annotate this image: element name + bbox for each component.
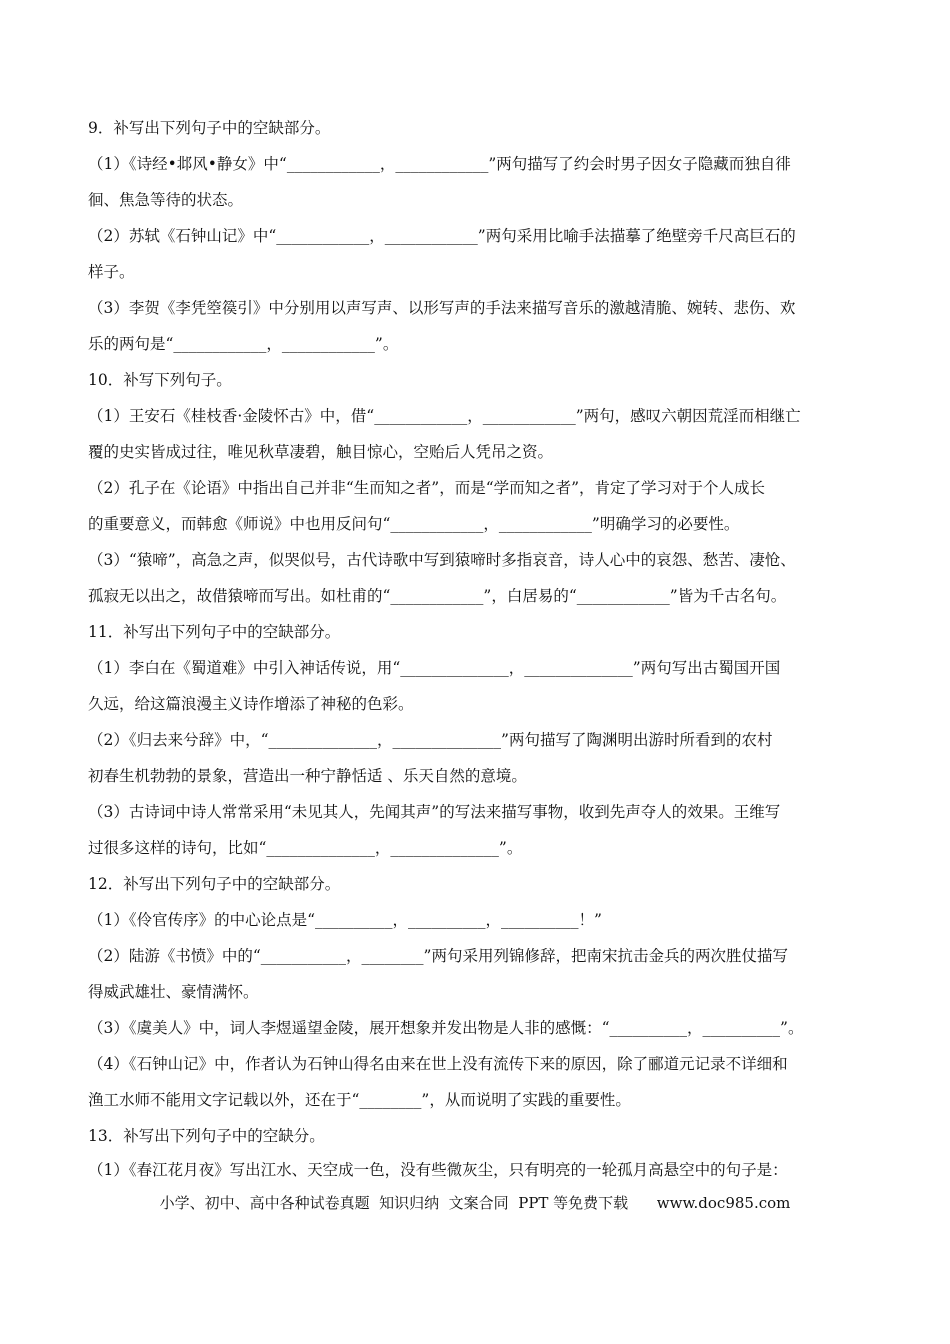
question-11-item-3-cont: 过很多这样的诗句，比如“______________，______________”。 [88,839,523,857]
question-11-heading: 11．补写出下列句子中的空缺部分。 [88,623,341,641]
question-13-item-1: （1）《春江花月夜》写出江水、天空成一色，没有些微灰尘，只有明亮的一轮孤月高悬空中的句子是： [88,1161,788,1179]
question-13-heading: 13．补写出下列句子中的空缺分。 [88,1127,325,1145]
question-11-item-1: （1）李白在《蜀道难》中引入神话传说，用“______________，______________”两句写出古蜀国开国 [88,659,781,677]
question-11-item-3: （3）古诗词中诗人常常采用“未见其人，先闻其声”的写法来描写事物，收到先声夺人的效果。王维写 [88,803,781,821]
question-12-item-2-cont: 得威武雄壮、豪情满怀。 [88,983,259,1001]
question-9-item-1: （1）《诗经•邶风•静女》中“____________，____________”两句描写了约会时男子因女子隐藏而独自徘 [88,155,791,173]
question-10-item-3-cont: 孤寂无以出之，故借猿啼而写出。如杜甫的“____________”，白居易的“____________”皆为千古名句。 [88,587,787,605]
question-12-item-4: （4）《石钟山记》中，作者认为石钟山得名由来在世上没有流传下来的原因，除了郦道元记录不详细和 [88,1055,788,1073]
question-10-item-1-cont: 覆的史实皆成过往，唯见秋草凄碧，触目惊心，空贻后人凭吊之资。 [88,443,554,461]
question-10-heading: 10．补写下列句子。 [88,371,232,389]
question-12-item-4-cont: 渔工水师不能用文字记载以外，还在于“________”，从而说明了实践的重要性。 [88,1091,631,1109]
question-9-heading: 9．补写出下列句子中的空缺部分。 [88,119,331,137]
question-9-item-3-cont: 乐的两句是“____________，____________”。 [88,335,399,353]
question-9-item-3: （3）李贺《李凭箜篌引》中分别用以声写声、以形写声的手法来描写音乐的激越清脆、婉转、悲伤、欢 [88,299,796,317]
question-10-item-2: （2）孔子在《论语》中指出自己并非“生而知之者”，而是“学而知之者”，肯定了学习对于个人成长 [88,479,766,497]
question-10-item-3: （3）“猿啼”，高急之声，似哭似号，古代诗歌中写到猿啼时多指哀音，诗人心中的哀怨、愁苦、凄怆、 [88,551,796,569]
question-11-item-2: （2）《归去来兮辞》中，“______________，______________”两句描写了陶渊明出游时所看到的农村 [88,731,773,749]
question-12-heading: 12．补写出下列句子中的空缺部分。 [88,875,341,893]
question-9-item-1-cont: 徊、焦急等待的状态。 [88,191,244,209]
question-10-item-2-cont: 的重要意义，而韩愈《师说》中也用反问句“____________，____________”明确学习的必要性。 [88,515,740,533]
question-9-item-2: （2）苏轼《石钟山记》中“____________，____________”两句采用比喻手法描摹了绝壁旁千尺高巨石的 [88,227,796,245]
question-9-item-2-cont: 样子。 [88,263,135,281]
question-12-item-2: （2）陆游《书愤》中的“___________，________”两句采用列锦修辞，把南宋抗击金兵的两次胜仗描写 [88,947,788,965]
question-12-item-1: （1）《伶官传序》的中心论点是“__________，__________，__________！” [88,911,602,929]
question-11-item-2-cont: 初春生机勃勃的景象，营造出一种宁静恬适 、乐天自然的意境。 [88,767,527,785]
question-12-item-3: （3）《虞美人》中，词人李煜遥望金陵，展开想象并发出物是人非的感慨：“__________，__________”。 [88,1019,804,1037]
question-10-item-1: （1）王安石《桂枝香·金陵怀古》中，借“____________，____________”两句，感叹六朝因荒淫而相继亡 [88,407,801,425]
page-footer: 小学、初中、高中各种试卷真题 知识归纳 文案合同 PPT 等免费下载 www.doc985.com [159,1194,791,1212]
question-11-item-1-cont: 久远，给这篇浪漫主义诗作增添了神秘的色彩。 [88,695,414,713]
